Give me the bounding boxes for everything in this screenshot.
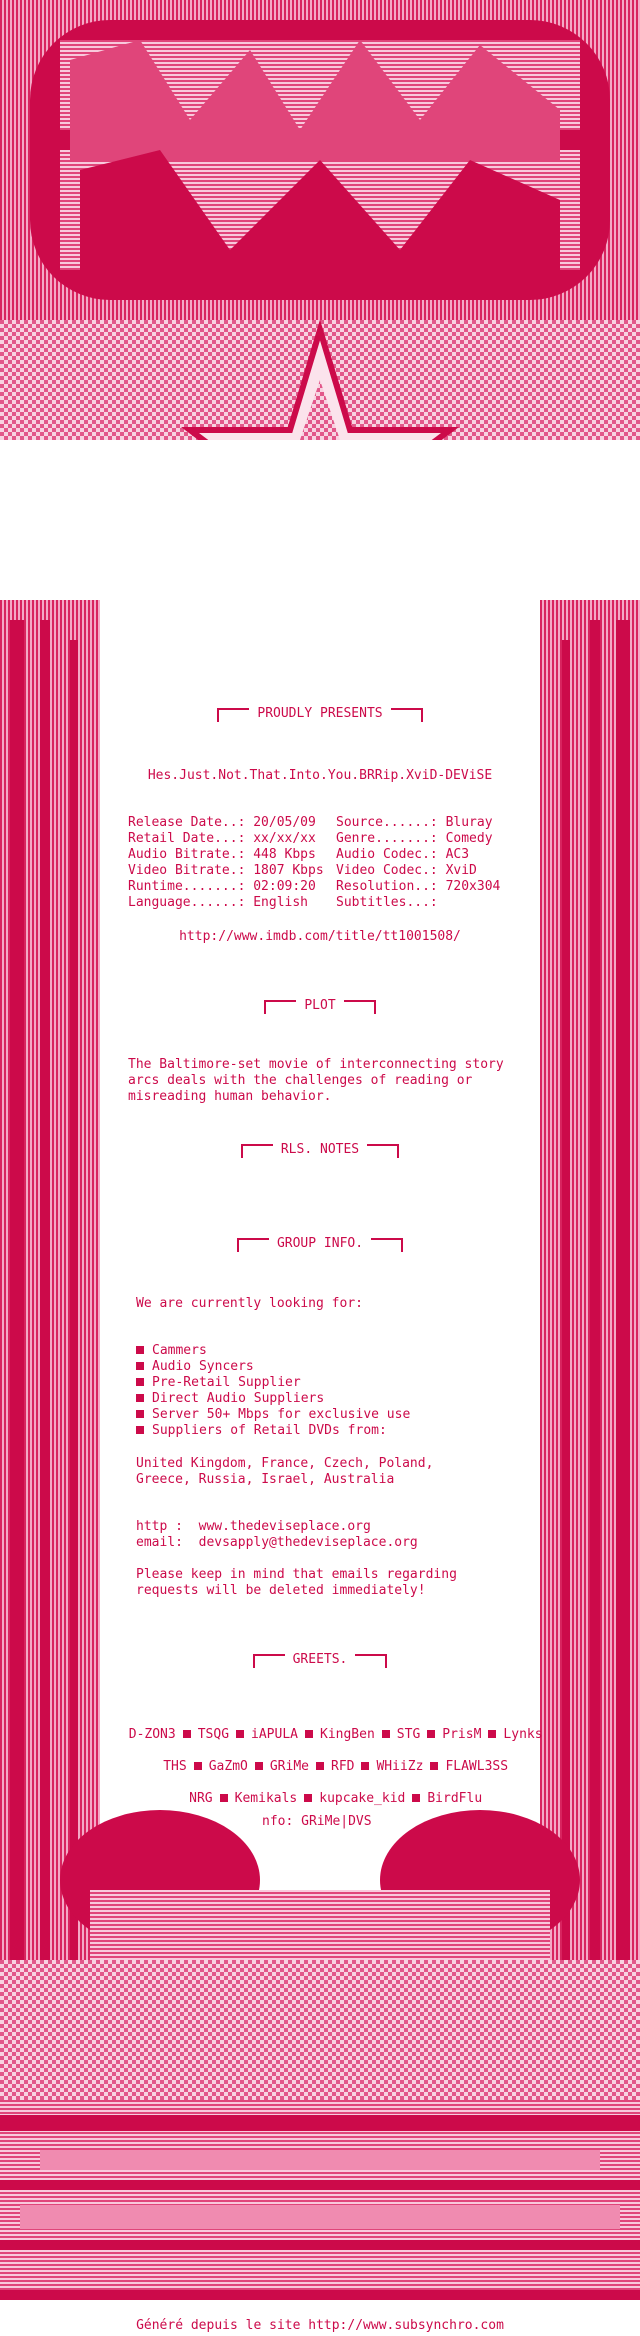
info-source: Source......: Bluray xyxy=(336,815,493,830)
list-item: Pre-Retail Supplier xyxy=(136,1375,301,1391)
looking-for-text: We are currently looking for: xyxy=(136,1296,363,1311)
greet-name: FLAWL3SS xyxy=(445,1759,509,1774)
email-note-line-2: requests will be deleted immediately! xyxy=(136,1583,426,1598)
greet-name: STG xyxy=(396,1727,421,1742)
plot-line-2: arcs deals with the challenges of reading or xyxy=(128,1073,473,1088)
greet-name: D-ZON3 xyxy=(128,1727,176,1742)
greets-title: GREETS. xyxy=(253,1652,388,1668)
plot-title: PLOT xyxy=(264,998,375,1014)
imdb-link[interactable]: http://www.imdb.com/title/tt1001508/ xyxy=(179,929,461,944)
info-release-date: Release Date..: 20/05/09 xyxy=(128,815,316,830)
info-retail-date: Retail Date...: xx/xx/xx xyxy=(128,831,316,846)
plot-header xyxy=(0,994,640,1014)
group-website[interactable]: http : www.thedeviseplace.org xyxy=(136,1519,371,1534)
greet-name: Lynks xyxy=(503,1727,543,1742)
countries-line-1: United Kingdom, France, Czech, Poland, xyxy=(136,1456,434,1471)
greet-name: PrisM xyxy=(442,1727,482,1742)
rls-notes-title: RLS. NOTES xyxy=(241,1142,399,1158)
greet-name: RFD xyxy=(331,1759,355,1774)
greet-name: Kemikals xyxy=(234,1791,298,1806)
greet-name: kupcake_kid xyxy=(319,1791,406,1806)
footer-link[interactable]: Généré depuis le site http://www.subsynchro.com xyxy=(136,2318,504,2333)
list-item: Direct Audio Suppliers xyxy=(136,1391,324,1407)
plot-line-1: The Baltimore-set movie of interconnecting story xyxy=(128,1057,504,1072)
info-language: Language......: English xyxy=(128,895,309,910)
list-item: Suppliers of Retail DVDs from: xyxy=(136,1423,387,1439)
info-video-bitrate: Video Bitrate.: 1807 Kbps xyxy=(128,863,324,878)
info-genre: Genre.......: Comedy xyxy=(336,831,493,846)
greet-name: NRG xyxy=(189,1791,213,1806)
info-audio-bitrate: Audio Bitrate.: 448 Kbps xyxy=(128,847,316,862)
email-note-line-1: Please keep in mind that emails regarding xyxy=(136,1567,457,1582)
group-info-header xyxy=(0,1232,640,1252)
proudly-presents-label: PROUDLY PRESENTS xyxy=(217,706,422,722)
rls-notes-header xyxy=(0,1138,640,1158)
list-item: Audio Syncers xyxy=(136,1359,254,1375)
list-item: Cammers xyxy=(136,1343,207,1359)
group-email[interactable]: email: devsapply@thedeviseplace.org xyxy=(136,1535,418,1550)
greet-name: KingBen xyxy=(320,1727,375,1742)
greet-name: GaZmO xyxy=(208,1759,248,1774)
info-runtime: Runtime.......: 02:09:20 xyxy=(128,879,316,894)
greets-header xyxy=(0,1648,640,1668)
plot-line-3: misreading human behavior. xyxy=(128,1089,332,1104)
greet-name: THS xyxy=(163,1759,187,1774)
greet-name: TSQG xyxy=(197,1727,230,1742)
info-subtitles: Subtitles...: xyxy=(336,895,438,910)
info-resolution: Resolution..: 720x304 xyxy=(336,879,501,894)
group-info-title: GROUP INFO. xyxy=(237,1236,403,1252)
proudly-presents-header xyxy=(0,702,640,722)
info-video-codec: Video Codec.: XviD xyxy=(336,863,477,878)
countries-line-2: Greece, Russia, Israel, Australia xyxy=(136,1472,395,1487)
greet-name: WHiiZz xyxy=(376,1759,424,1774)
greet-name: BirdFlu xyxy=(427,1791,483,1806)
greet-name: GRiMe xyxy=(269,1759,309,1774)
greet-name: iAPULA xyxy=(251,1727,298,1742)
nfo-credit: nfo: GRiMe|DVS xyxy=(258,1814,376,1830)
info-audio-codec: Audio Codec.: AC3 xyxy=(336,847,470,862)
list-item: Server 50+ Mbps for exclusive use xyxy=(136,1407,410,1423)
release-name: Hes.Just.Not.That.Into.You.BRRip.XviD-DEViSE xyxy=(147,768,493,783)
